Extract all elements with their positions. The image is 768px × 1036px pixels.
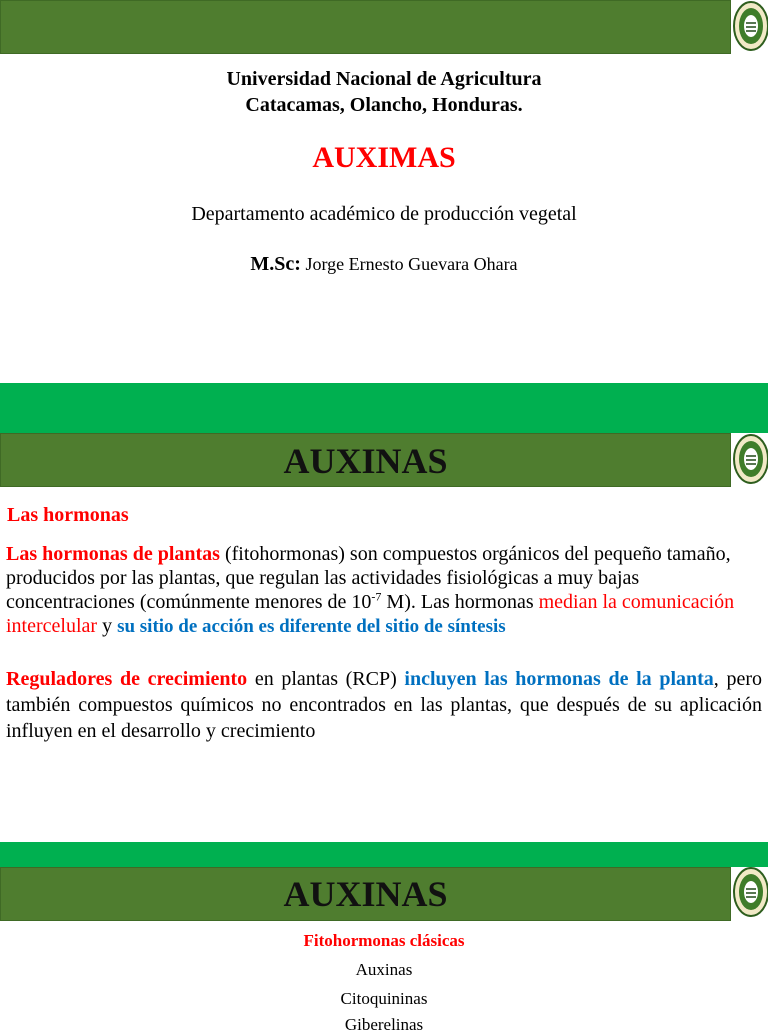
author-name: Jorge Ernesto Guevara Ohara: [305, 254, 518, 274]
university-name: Universidad Nacional de Agricultura: [226, 68, 542, 90]
list-item: Giberelinas: [344, 1015, 424, 1034]
p1-lead: Las hormonas de plantas: [6, 543, 220, 565]
p2-text: en plantas (RCP): [247, 668, 405, 690]
p2-text-2: , pero también compuestos químicos no encontrados en las plantas, que después de su aplicación influyen en el desarrollo y crecimiento: [6, 668, 762, 742]
author-label: M.Sc:: [250, 253, 301, 275]
p1-text-2: M). Las hormonas: [381, 591, 539, 613]
slide-top-bar: [0, 383, 768, 433]
p2-lead: Reguladores de crecimiento: [6, 668, 248, 690]
university-location: Catacamas, Olancho, Honduras.: [245, 94, 523, 116]
p1-blue-phrase: su sitio de acción es diferente del sitio de síntesis: [117, 616, 506, 637]
p2-blue-phrase: incluyen las hormonas de la planta: [404, 668, 714, 690]
list-item: Auxinas: [355, 960, 413, 979]
department-line: Departamento académico de producción vegetal: [191, 203, 577, 225]
p1-text: (fitohormonas) son compuestos orgánicos del pequeño tamaño, producidos por las plantas, que regulan las actividades fisiológicas a muy bajas concentraciones (comúnmente menores de 10: [6, 543, 731, 613]
university-seal-icon: [733, 867, 768, 917]
list-item: Citoquininas: [340, 989, 428, 1008]
presentation-title: AUXIMAS: [312, 141, 456, 174]
p1-exponent: -7: [371, 589, 382, 604]
p1-conj: y: [97, 615, 118, 637]
section-heading: Las hormonas: [7, 504, 129, 526]
slide-title: AUXINAS: [283, 874, 448, 914]
hormones-paragraph: [6, 542, 762, 639]
list-heading: Fitohormonas clásicas: [303, 931, 465, 950]
university-seal-icon: [733, 1, 768, 51]
regulators-paragraph: [6, 666, 762, 744]
slide-top-bar: [0, 842, 768, 867]
university-seal-icon: [733, 434, 768, 484]
p1-red-phrase: median la comunicación intercelular: [6, 591, 735, 637]
header-bar: [0, 0, 731, 54]
author-line: [0, 252, 768, 276]
slide-title: AUXINAS: [283, 441, 448, 481]
